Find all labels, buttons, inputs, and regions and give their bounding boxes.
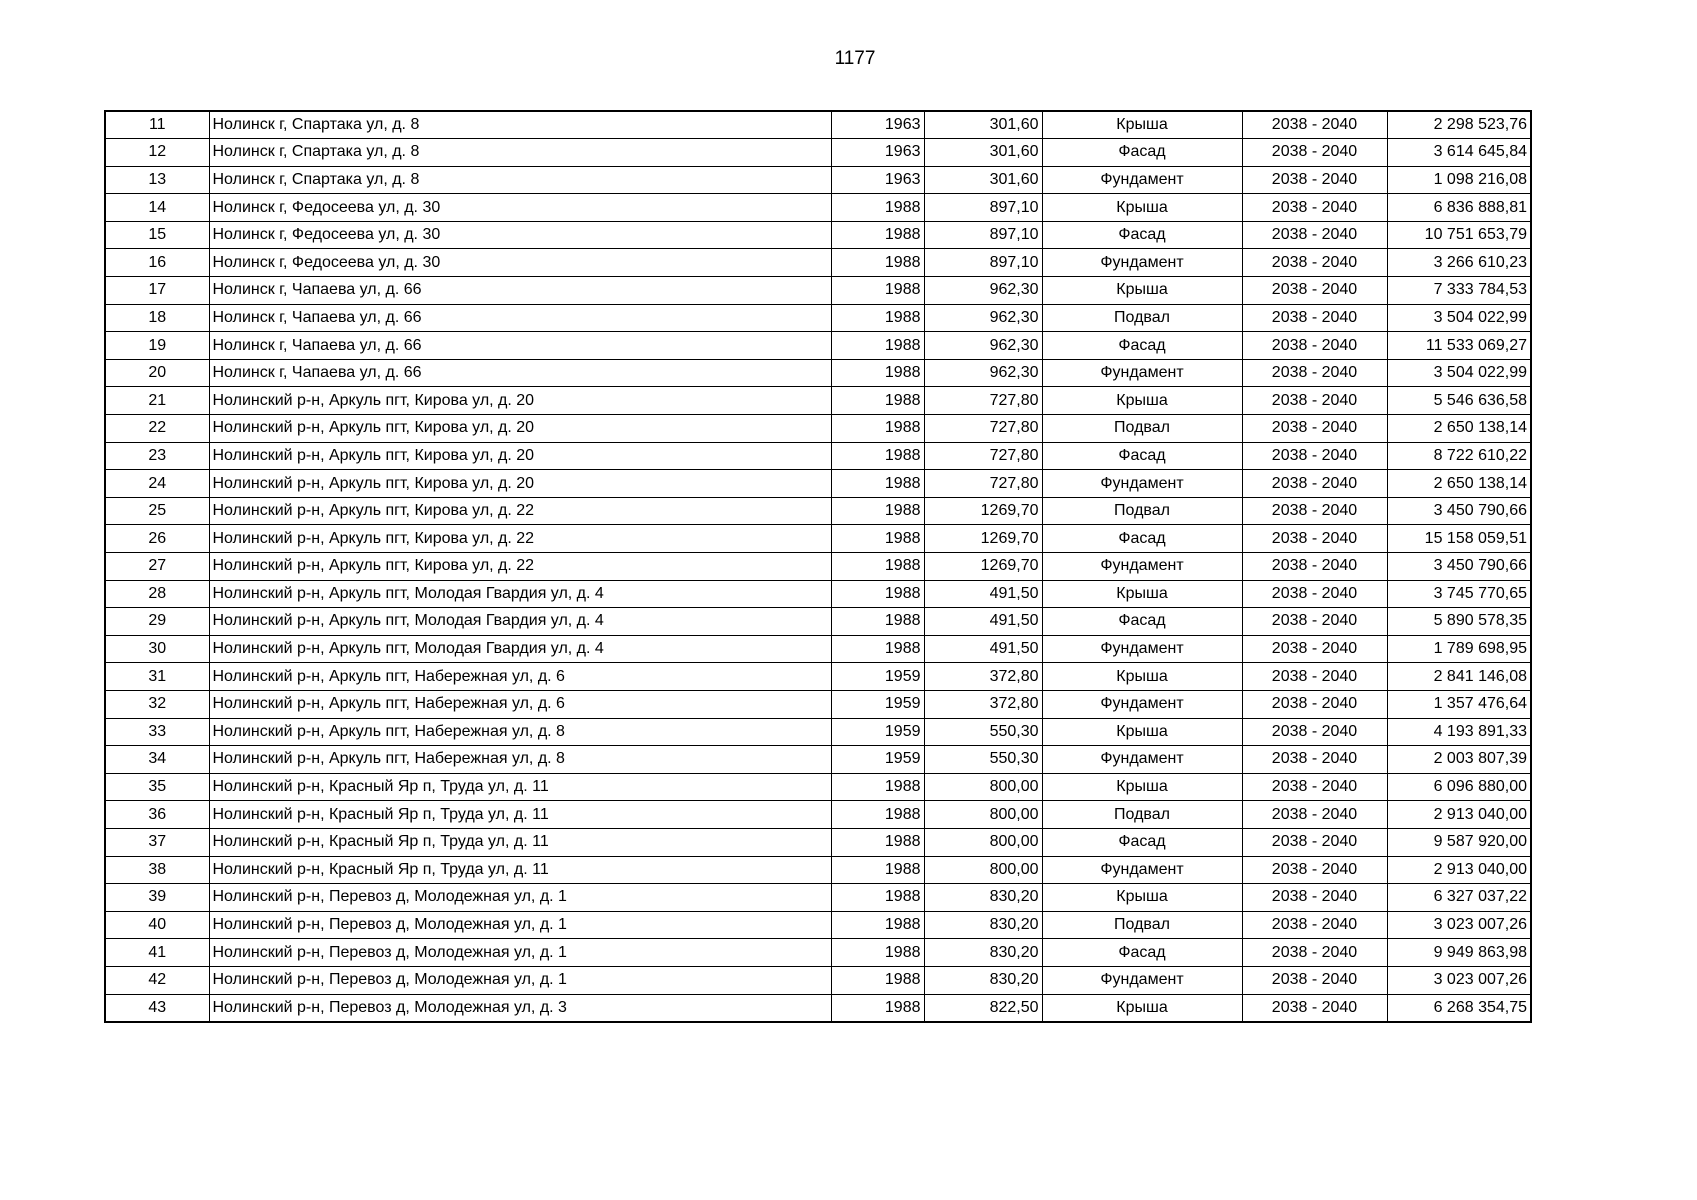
area-cell: 830,20 bbox=[924, 939, 1042, 967]
address-cell: Нолинск г, Федосеева ул, д. 30 bbox=[209, 249, 831, 277]
area-cell: 897,10 bbox=[924, 221, 1042, 249]
cost-cell: 6 268 354,75 bbox=[1387, 994, 1531, 1022]
period-cell: 2038 - 2040 bbox=[1242, 304, 1387, 332]
area-cell: 372,80 bbox=[924, 663, 1042, 691]
area-cell: 830,20 bbox=[924, 966, 1042, 994]
work-type-cell: Фундамент bbox=[1042, 166, 1242, 194]
work-type-cell: Фундамент bbox=[1042, 249, 1242, 277]
period-cell: 2038 - 2040 bbox=[1242, 966, 1387, 994]
work-type-cell: Фасад bbox=[1042, 221, 1242, 249]
row-number: 12 bbox=[105, 139, 209, 167]
cost-cell: 3 504 022,99 bbox=[1387, 304, 1531, 332]
cost-cell: 1 357 476,64 bbox=[1387, 690, 1531, 718]
cost-cell: 10 751 653,79 bbox=[1387, 221, 1531, 249]
address-cell: Нолинский р-н, Красный Яр п, Труда ул, д. 11 bbox=[209, 773, 831, 801]
period-cell: 2038 - 2040 bbox=[1242, 194, 1387, 222]
address-cell: Нолинский р-н, Перевоз д, Молодежная ул, д. 3 bbox=[209, 994, 831, 1022]
row-number: 36 bbox=[105, 801, 209, 829]
work-type-cell: Подвал bbox=[1042, 497, 1242, 525]
area-cell: 550,30 bbox=[924, 718, 1042, 746]
area-cell: 491,50 bbox=[924, 580, 1042, 608]
build-year-cell: 1988 bbox=[831, 332, 924, 360]
row-number: 32 bbox=[105, 690, 209, 718]
period-cell: 2038 - 2040 bbox=[1242, 746, 1387, 774]
address-cell: Нолинский р-н, Красный Яр п, Труда ул, д. 11 bbox=[209, 856, 831, 884]
table-row bbox=[105, 332, 1531, 360]
build-year-cell: 1963 bbox=[831, 166, 924, 194]
address-cell: Нолинский р-н, Аркуль пгт, Молодая Гвардия ул, д. 4 bbox=[209, 580, 831, 608]
page-number: 1177 bbox=[834, 48, 876, 69]
cost-cell: 1 098 216,08 bbox=[1387, 166, 1531, 194]
cost-cell: 2 841 146,08 bbox=[1387, 663, 1531, 691]
work-type-cell: Крыша bbox=[1042, 663, 1242, 691]
build-year-cell: 1988 bbox=[831, 608, 924, 636]
area-cell: 372,80 bbox=[924, 690, 1042, 718]
period-cell: 2038 - 2040 bbox=[1242, 718, 1387, 746]
address-cell: Нолинский р-н, Перевоз д, Молодежная ул, д. 1 bbox=[209, 939, 831, 967]
build-year-cell: 1988 bbox=[831, 304, 924, 332]
row-number: 31 bbox=[105, 663, 209, 691]
row-number: 42 bbox=[105, 966, 209, 994]
table-row bbox=[105, 635, 1531, 663]
address-cell: Нолинский р-н, Перевоз д, Молодежная ул, д. 1 bbox=[209, 966, 831, 994]
table-row bbox=[105, 966, 1531, 994]
work-type-cell: Фасад bbox=[1042, 608, 1242, 636]
period-cell: 2038 - 2040 bbox=[1242, 663, 1387, 691]
address-cell: Нолинский р-н, Аркуль пгт, Кирова ул, д. 22 bbox=[209, 497, 831, 525]
work-type-cell: Крыша bbox=[1042, 994, 1242, 1022]
address-cell: Нолинск г, Спартака ул, д. 8 bbox=[209, 111, 831, 139]
cost-cell: 3 023 007,26 bbox=[1387, 911, 1531, 939]
area-cell: 962,30 bbox=[924, 332, 1042, 360]
address-cell: Нолинск г, Чапаева ул, д. 66 bbox=[209, 332, 831, 360]
cost-cell: 2 003 807,39 bbox=[1387, 746, 1531, 774]
period-cell: 2038 - 2040 bbox=[1242, 415, 1387, 443]
period-cell: 2038 - 2040 bbox=[1242, 387, 1387, 415]
row-number: 30 bbox=[105, 635, 209, 663]
build-year-cell: 1963 bbox=[831, 139, 924, 167]
table-row bbox=[105, 718, 1531, 746]
build-year-cell: 1988 bbox=[831, 580, 924, 608]
cost-cell: 9 587 920,00 bbox=[1387, 828, 1531, 856]
row-number: 27 bbox=[105, 553, 209, 581]
area-cell: 800,00 bbox=[924, 801, 1042, 829]
cost-cell: 2 913 040,00 bbox=[1387, 801, 1531, 829]
period-cell: 2038 - 2040 bbox=[1242, 497, 1387, 525]
period-cell: 2038 - 2040 bbox=[1242, 580, 1387, 608]
work-type-cell: Фундамент bbox=[1042, 359, 1242, 387]
work-type-cell: Фасад bbox=[1042, 332, 1242, 360]
period-cell: 2038 - 2040 bbox=[1242, 635, 1387, 663]
work-type-cell: Фасад bbox=[1042, 442, 1242, 470]
row-number: 14 bbox=[105, 194, 209, 222]
cost-cell: 6 096 880,00 bbox=[1387, 773, 1531, 801]
area-cell: 550,30 bbox=[924, 746, 1042, 774]
area-cell: 727,80 bbox=[924, 470, 1042, 498]
table-row bbox=[105, 139, 1531, 167]
area-cell: 897,10 bbox=[924, 194, 1042, 222]
cost-cell: 9 949 863,98 bbox=[1387, 939, 1531, 967]
table-row bbox=[105, 884, 1531, 912]
period-cell: 2038 - 2040 bbox=[1242, 249, 1387, 277]
work-type-cell: Фасад bbox=[1042, 139, 1242, 167]
address-cell: Нолинский р-н, Красный Яр п, Труда ул, д. 11 bbox=[209, 801, 831, 829]
work-type-cell: Подвал bbox=[1042, 801, 1242, 829]
cost-cell: 8 722 610,22 bbox=[1387, 442, 1531, 470]
row-number: 19 bbox=[105, 332, 209, 360]
row-number: 21 bbox=[105, 387, 209, 415]
table-row bbox=[105, 856, 1531, 884]
build-year-cell: 1988 bbox=[831, 884, 924, 912]
build-year-cell: 1988 bbox=[831, 939, 924, 967]
period-cell: 2038 - 2040 bbox=[1242, 690, 1387, 718]
period-cell: 2038 - 2040 bbox=[1242, 856, 1387, 884]
period-cell: 2038 - 2040 bbox=[1242, 221, 1387, 249]
area-cell: 822,50 bbox=[924, 994, 1042, 1022]
area-cell: 1269,70 bbox=[924, 525, 1042, 553]
address-cell: Нолинский р-н, Аркуль пгт, Кирова ул, д. 22 bbox=[209, 553, 831, 581]
work-type-cell: Фундамент bbox=[1042, 966, 1242, 994]
table-row bbox=[105, 277, 1531, 305]
row-number: 13 bbox=[105, 166, 209, 194]
work-type-cell: Фасад bbox=[1042, 828, 1242, 856]
work-type-cell: Крыша bbox=[1042, 111, 1242, 139]
work-type-cell: Фундамент bbox=[1042, 856, 1242, 884]
row-number: 16 bbox=[105, 249, 209, 277]
area-cell: 1269,70 bbox=[924, 553, 1042, 581]
address-cell: Нолинск г, Спартака ул, д. 8 bbox=[209, 166, 831, 194]
address-cell: Нолинск г, Федосеева ул, д. 30 bbox=[209, 194, 831, 222]
work-type-cell: Крыша bbox=[1042, 773, 1242, 801]
table-row bbox=[105, 359, 1531, 387]
work-type-cell: Крыша bbox=[1042, 387, 1242, 415]
period-cell: 2038 - 2040 bbox=[1242, 111, 1387, 139]
row-number: 29 bbox=[105, 608, 209, 636]
area-cell: 301,60 bbox=[924, 139, 1042, 167]
cost-cell: 4 193 891,33 bbox=[1387, 718, 1531, 746]
address-cell: Нолинск г, Федосеева ул, д. 30 bbox=[209, 221, 831, 249]
table-row bbox=[105, 690, 1531, 718]
cost-cell: 3 745 770,65 bbox=[1387, 580, 1531, 608]
table-row bbox=[105, 111, 1531, 139]
table-row bbox=[105, 828, 1531, 856]
address-cell: Нолинский р-н, Аркуль пгт, Кирова ул, д. 20 bbox=[209, 470, 831, 498]
address-cell: Нолинский р-н, Аркуль пгт, Кирова ул, д. 20 bbox=[209, 415, 831, 443]
area-cell: 830,20 bbox=[924, 884, 1042, 912]
address-cell: Нолинский р-н, Аркуль пгт, Кирова ул, д. 20 bbox=[209, 442, 831, 470]
period-cell: 2038 - 2040 bbox=[1242, 911, 1387, 939]
area-cell: 830,20 bbox=[924, 911, 1042, 939]
address-cell: Нолинск г, Чапаева ул, д. 66 bbox=[209, 304, 831, 332]
work-type-cell: Фасад bbox=[1042, 939, 1242, 967]
build-year-cell: 1988 bbox=[831, 277, 924, 305]
table-row bbox=[105, 442, 1531, 470]
table-row bbox=[105, 194, 1531, 222]
work-type-cell: Подвал bbox=[1042, 304, 1242, 332]
cost-cell: 15 158 059,51 bbox=[1387, 525, 1531, 553]
build-year-cell: 1988 bbox=[831, 497, 924, 525]
period-cell: 2038 - 2040 bbox=[1242, 553, 1387, 581]
period-cell: 2038 - 2040 bbox=[1242, 884, 1387, 912]
row-number: 25 bbox=[105, 497, 209, 525]
period-cell: 2038 - 2040 bbox=[1242, 166, 1387, 194]
address-cell: Нолинский р-н, Аркуль пгт, Набережная ул, д. 6 bbox=[209, 690, 831, 718]
row-number: 33 bbox=[105, 718, 209, 746]
table-row bbox=[105, 773, 1531, 801]
work-type-cell: Фасад bbox=[1042, 525, 1242, 553]
build-year-cell: 1988 bbox=[831, 249, 924, 277]
table-row bbox=[105, 553, 1531, 581]
work-type-cell: Крыша bbox=[1042, 718, 1242, 746]
work-type-cell: Крыша bbox=[1042, 194, 1242, 222]
address-cell: Нолинский р-н, Перевоз д, Молодежная ул, д. 1 bbox=[209, 911, 831, 939]
build-year-cell: 1959 bbox=[831, 746, 924, 774]
build-year-cell: 1963 bbox=[831, 111, 924, 139]
cost-cell: 2 913 040,00 bbox=[1387, 856, 1531, 884]
area-cell: 491,50 bbox=[924, 608, 1042, 636]
row-number: 41 bbox=[105, 939, 209, 967]
build-year-cell: 1988 bbox=[831, 801, 924, 829]
area-cell: 727,80 bbox=[924, 442, 1042, 470]
area-cell: 897,10 bbox=[924, 249, 1042, 277]
work-type-cell: Подвал bbox=[1042, 911, 1242, 939]
table-row bbox=[105, 580, 1531, 608]
area-cell: 491,50 bbox=[924, 635, 1042, 663]
build-year-cell: 1988 bbox=[831, 994, 924, 1022]
row-number: 39 bbox=[105, 884, 209, 912]
table-row bbox=[105, 497, 1531, 525]
area-cell: 962,30 bbox=[924, 277, 1042, 305]
row-number: 17 bbox=[105, 277, 209, 305]
row-number: 26 bbox=[105, 525, 209, 553]
area-cell: 800,00 bbox=[924, 828, 1042, 856]
area-cell: 800,00 bbox=[924, 773, 1042, 801]
area-cell: 962,30 bbox=[924, 359, 1042, 387]
cost-cell: 6 327 037,22 bbox=[1387, 884, 1531, 912]
build-year-cell: 1988 bbox=[831, 773, 924, 801]
work-type-cell: Подвал bbox=[1042, 415, 1242, 443]
table-row bbox=[105, 746, 1531, 774]
row-number: 35 bbox=[105, 773, 209, 801]
area-cell: 1269,70 bbox=[924, 497, 1042, 525]
address-cell: Нолинский р-н, Аркуль пгт, Набережная ул, д. 6 bbox=[209, 663, 831, 691]
cost-cell: 1 789 698,95 bbox=[1387, 635, 1531, 663]
period-cell: 2038 - 2040 bbox=[1242, 332, 1387, 360]
row-number: 24 bbox=[105, 470, 209, 498]
period-cell: 2038 - 2040 bbox=[1242, 773, 1387, 801]
build-year-cell: 1988 bbox=[831, 553, 924, 581]
period-cell: 2038 - 2040 bbox=[1242, 994, 1387, 1022]
area-cell: 800,00 bbox=[924, 856, 1042, 884]
period-cell: 2038 - 2040 bbox=[1242, 801, 1387, 829]
period-cell: 2038 - 2040 bbox=[1242, 442, 1387, 470]
row-number: 20 bbox=[105, 359, 209, 387]
table-row bbox=[105, 608, 1531, 636]
cost-cell: 2 650 138,14 bbox=[1387, 415, 1531, 443]
row-number: 15 bbox=[105, 221, 209, 249]
build-year-cell: 1988 bbox=[831, 856, 924, 884]
cost-cell: 5 890 578,35 bbox=[1387, 608, 1531, 636]
table-row bbox=[105, 470, 1531, 498]
area-cell: 962,30 bbox=[924, 304, 1042, 332]
build-year-cell: 1988 bbox=[831, 442, 924, 470]
cost-cell: 3 504 022,99 bbox=[1387, 359, 1531, 387]
build-year-cell: 1959 bbox=[831, 690, 924, 718]
period-cell: 2038 - 2040 bbox=[1242, 608, 1387, 636]
cost-cell: 6 836 888,81 bbox=[1387, 194, 1531, 222]
area-cell: 301,60 bbox=[924, 111, 1042, 139]
build-year-cell: 1959 bbox=[831, 663, 924, 691]
build-year-cell: 1988 bbox=[831, 415, 924, 443]
address-cell: Нолинск г, Чапаева ул, д. 66 bbox=[209, 277, 831, 305]
period-cell: 2038 - 2040 bbox=[1242, 470, 1387, 498]
work-type-cell: Фундамент bbox=[1042, 690, 1242, 718]
build-year-cell: 1988 bbox=[831, 966, 924, 994]
table-row bbox=[105, 939, 1531, 967]
row-number: 22 bbox=[105, 415, 209, 443]
period-cell: 2038 - 2040 bbox=[1242, 525, 1387, 553]
row-number: 18 bbox=[105, 304, 209, 332]
work-type-cell: Фундамент bbox=[1042, 553, 1242, 581]
cost-cell: 11 533 069,27 bbox=[1387, 332, 1531, 360]
work-type-cell: Фундамент bbox=[1042, 746, 1242, 774]
address-cell: Нолинский р-н, Аркуль пгт, Набережная ул, д. 8 bbox=[209, 746, 831, 774]
table-row bbox=[105, 801, 1531, 829]
table-row bbox=[105, 663, 1531, 691]
table-row bbox=[105, 415, 1531, 443]
work-type-cell: Фундамент bbox=[1042, 470, 1242, 498]
build-year-cell: 1988 bbox=[831, 828, 924, 856]
build-year-cell: 1988 bbox=[831, 194, 924, 222]
cost-cell: 2 298 523,76 bbox=[1387, 111, 1531, 139]
address-cell: Нолинский р-н, Красный Яр п, Труда ул, д. 11 bbox=[209, 828, 831, 856]
area-cell: 301,60 bbox=[924, 166, 1042, 194]
cost-cell: 3 266 610,23 bbox=[1387, 249, 1531, 277]
table-row bbox=[105, 994, 1531, 1022]
area-cell: 727,80 bbox=[924, 415, 1042, 443]
period-cell: 2038 - 2040 bbox=[1242, 828, 1387, 856]
area-cell: 727,80 bbox=[924, 387, 1042, 415]
table-row bbox=[105, 911, 1531, 939]
table-row bbox=[105, 304, 1531, 332]
build-year-cell: 1959 bbox=[831, 718, 924, 746]
address-cell: Нолинск г, Спартака ул, д. 8 bbox=[209, 139, 831, 167]
work-type-cell: Фундамент bbox=[1042, 635, 1242, 663]
cost-cell: 7 333 784,53 bbox=[1387, 277, 1531, 305]
table-row bbox=[105, 387, 1531, 415]
build-year-cell: 1988 bbox=[831, 470, 924, 498]
row-number: 40 bbox=[105, 911, 209, 939]
cost-cell: 2 650 138,14 bbox=[1387, 470, 1531, 498]
cost-cell: 3 450 790,66 bbox=[1387, 497, 1531, 525]
address-cell: Нолинский р-н, Аркуль пгт, Кирова ул, д. 22 bbox=[209, 525, 831, 553]
address-cell: Нолинский р-н, Перевоз д, Молодежная ул, д. 1 bbox=[209, 884, 831, 912]
build-year-cell: 1988 bbox=[831, 635, 924, 663]
row-number: 38 bbox=[105, 856, 209, 884]
address-cell: Нолинский р-н, Аркуль пгт, Молодая Гвардия ул, д. 4 bbox=[209, 635, 831, 663]
table-row bbox=[105, 221, 1531, 249]
table-row bbox=[105, 249, 1531, 277]
repair-schedule-table bbox=[104, 110, 1532, 1023]
table-body bbox=[105, 111, 1531, 1022]
row-number: 34 bbox=[105, 746, 209, 774]
work-type-cell: Крыша bbox=[1042, 277, 1242, 305]
row-number: 43 bbox=[105, 994, 209, 1022]
cost-cell: 3 450 790,66 bbox=[1387, 553, 1531, 581]
row-number: 23 bbox=[105, 442, 209, 470]
period-cell: 2038 - 2040 bbox=[1242, 359, 1387, 387]
build-year-cell: 1988 bbox=[831, 221, 924, 249]
address-cell: Нолинский р-н, Аркуль пгт, Набережная ул, д. 8 bbox=[209, 718, 831, 746]
cost-cell: 5 546 636,58 bbox=[1387, 387, 1531, 415]
build-year-cell: 1988 bbox=[831, 911, 924, 939]
period-cell: 2038 - 2040 bbox=[1242, 139, 1387, 167]
period-cell: 2038 - 2040 bbox=[1242, 277, 1387, 305]
table-row bbox=[105, 525, 1531, 553]
table-row bbox=[105, 166, 1531, 194]
period-cell: 2038 - 2040 bbox=[1242, 939, 1387, 967]
cost-cell: 3 614 645,84 bbox=[1387, 139, 1531, 167]
build-year-cell: 1988 bbox=[831, 525, 924, 553]
address-cell: Нолинский р-н, Аркуль пгт, Кирова ул, д. 20 bbox=[209, 387, 831, 415]
address-cell: Нолинск г, Чапаева ул, д. 66 bbox=[209, 359, 831, 387]
work-type-cell: Крыша bbox=[1042, 580, 1242, 608]
build-year-cell: 1988 bbox=[831, 359, 924, 387]
address-cell: Нолинский р-н, Аркуль пгт, Молодая Гвардия ул, д. 4 bbox=[209, 608, 831, 636]
build-year-cell: 1988 bbox=[831, 387, 924, 415]
cost-cell: 3 023 007,26 bbox=[1387, 966, 1531, 994]
work-type-cell: Крыша bbox=[1042, 884, 1242, 912]
row-number: 11 bbox=[105, 111, 209, 139]
row-number: 28 bbox=[105, 580, 209, 608]
row-number: 37 bbox=[105, 828, 209, 856]
